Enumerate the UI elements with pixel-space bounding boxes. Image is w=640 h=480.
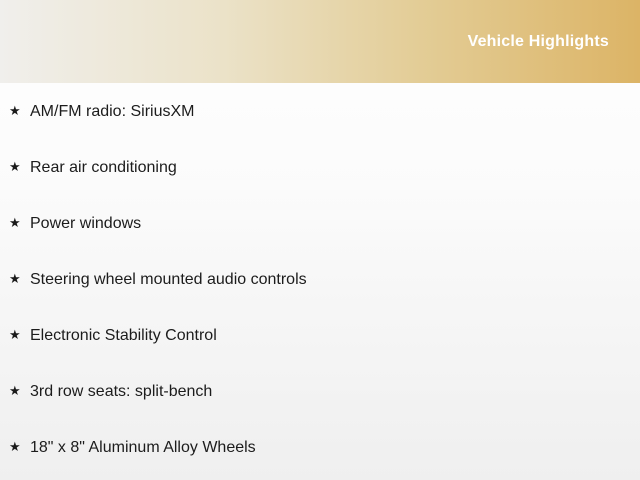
list-item xyxy=(0,420,640,476)
star-icon: ★ xyxy=(9,159,21,174)
list-item xyxy=(0,364,640,420)
list-item xyxy=(0,196,640,252)
list-item xyxy=(0,84,640,140)
list-item xyxy=(0,140,640,196)
star-icon: ★ xyxy=(9,271,21,286)
star-icon: ★ xyxy=(9,327,21,342)
highlight-label: 18" x 8" Aluminum Alloy Wheels xyxy=(30,439,256,456)
star-icon: ★ xyxy=(9,439,21,454)
panel-title: Vehicle Highlights xyxy=(467,32,609,50)
list-item xyxy=(0,308,640,364)
highlight-label: Power windows xyxy=(30,215,142,232)
highlight-label: Rear air conditioning xyxy=(30,159,177,176)
star-icon: ★ xyxy=(9,383,21,398)
highlight-label: Electronic Stability Control xyxy=(30,327,217,344)
highlight-label: Steering wheel mounted audio controls xyxy=(30,271,307,288)
panel-header xyxy=(0,0,640,83)
star-icon: ★ xyxy=(9,103,21,118)
highlights-list xyxy=(0,83,640,480)
star-icon: ★ xyxy=(9,215,21,230)
highlight-label: AM/FM radio: SiriusXM xyxy=(30,103,195,120)
highlight-label: 3rd row seats: split-bench xyxy=(30,383,213,400)
list-item xyxy=(0,252,640,308)
